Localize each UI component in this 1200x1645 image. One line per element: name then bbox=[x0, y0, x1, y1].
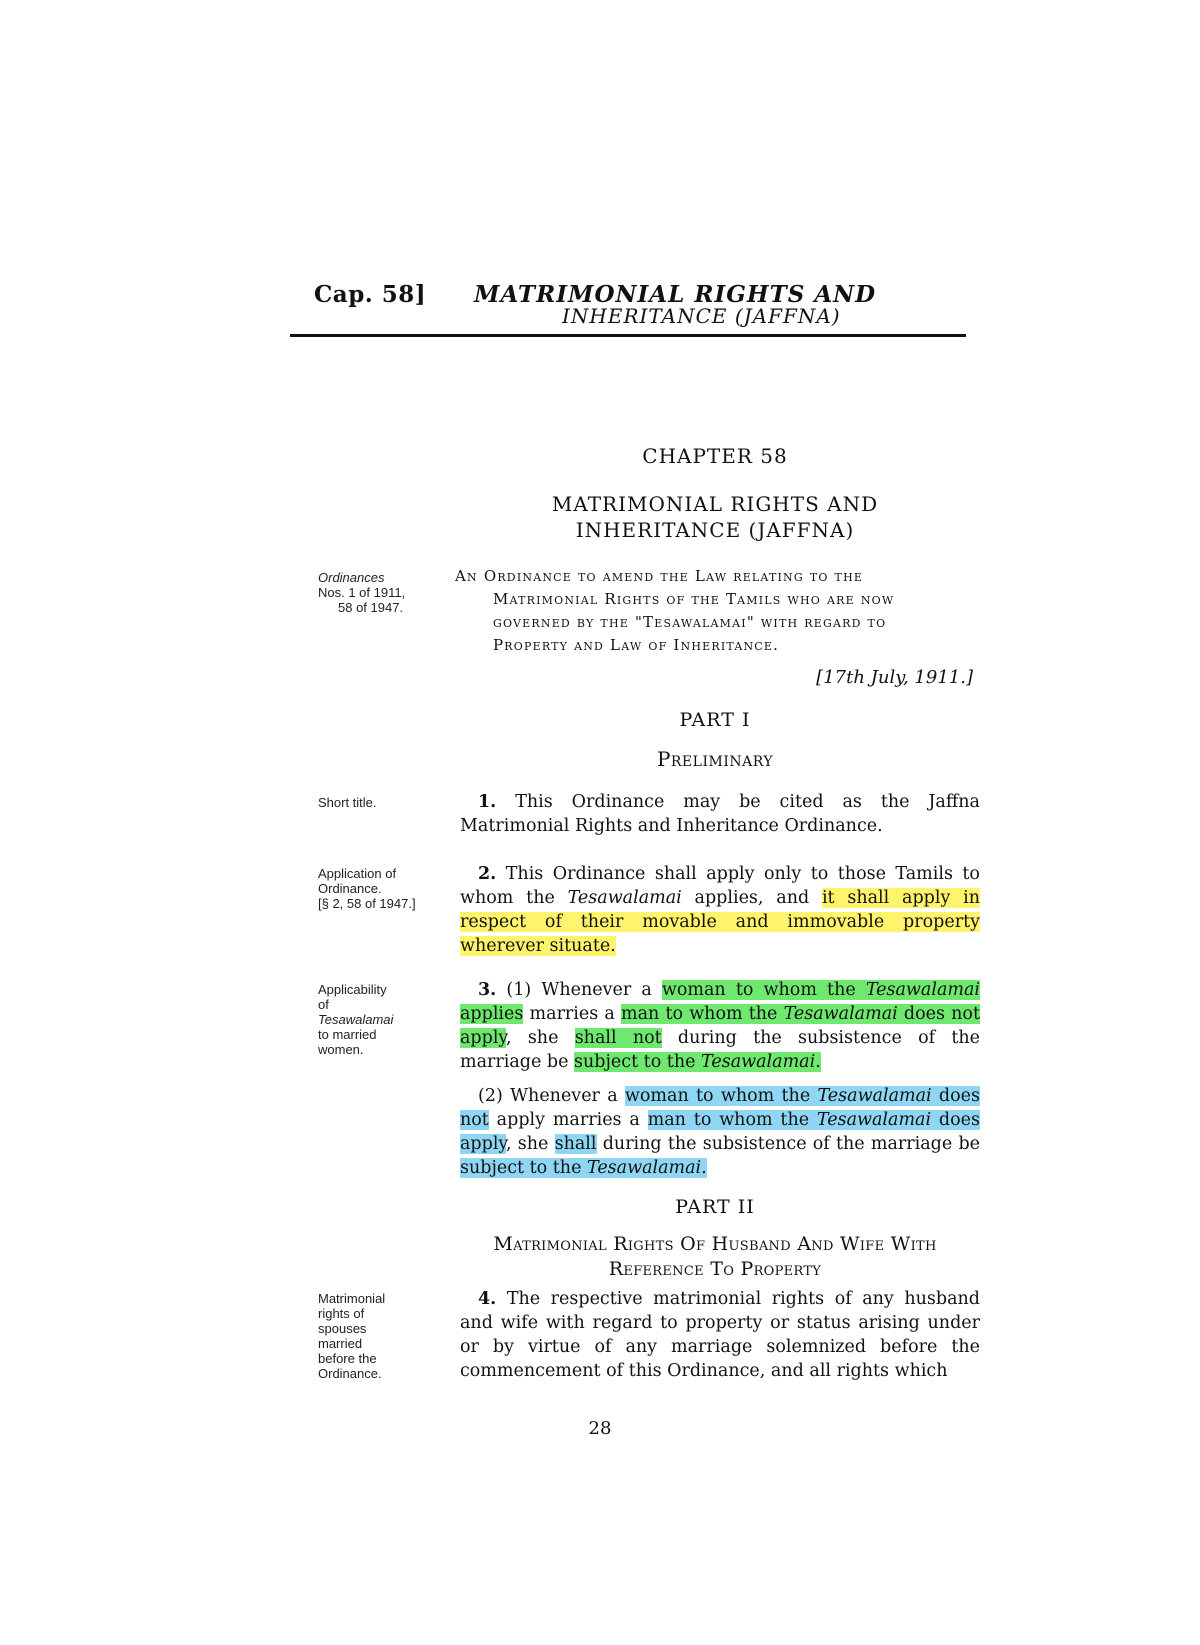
margin-note-line: before the bbox=[318, 1351, 377, 1366]
margin-note-line: married bbox=[318, 1336, 363, 1351]
section-3-subsection-1 bbox=[460, 978, 980, 1074]
margin-note-line: rights of bbox=[318, 1306, 365, 1321]
margin-note-line: [§ 2, 58 of 1947.] bbox=[318, 896, 416, 911]
margin-note-applicability bbox=[318, 982, 448, 1057]
margin-note-line: to married bbox=[318, 1027, 377, 1042]
part-2-heading-line2: Reference To Property bbox=[608, 1258, 822, 1280]
section-text: This Ordinance may be cited as the Jaffna Matrimonial Rights and Inheritance Ordinance. bbox=[460, 792, 980, 836]
part-2-label: PART II bbox=[675, 1196, 755, 1218]
long-title bbox=[455, 565, 975, 657]
part-1-label: PART I bbox=[679, 709, 751, 731]
section-text: (1) Whenever a bbox=[506, 980, 662, 1000]
part-1-heading: Preliminary bbox=[656, 747, 774, 771]
part-2-heading bbox=[455, 1232, 975, 1282]
section-2 bbox=[460, 862, 980, 958]
section-number: 3. bbox=[478, 980, 497, 1000]
section-text: during the subsistence of the marriage be bbox=[596, 1134, 980, 1154]
margin-note-matrimonial-rights bbox=[318, 1291, 448, 1381]
section-3-subsection-2 bbox=[460, 1084, 980, 1180]
margin-note-application bbox=[318, 866, 448, 911]
section-text: during the subsistence of the marriage be bbox=[460, 1028, 981, 1072]
section-4 bbox=[460, 1287, 980, 1383]
margin-note-line: women. bbox=[318, 1042, 364, 1057]
chapter-title-line2: INHERITANCE (JAFFNA) bbox=[575, 518, 855, 542]
highlight-yellow: it shall apply in respect of their movable and immovable property wherever situate. bbox=[460, 888, 980, 956]
running-header-title-line1: MATRIMONIAL RIGHTS AND bbox=[474, 281, 877, 308]
highlight-green: man to whom the Tesawalamai does not apply bbox=[460, 1004, 980, 1048]
chapter-number: CHAPTER 58 bbox=[642, 444, 788, 468]
margin-note-line: Tesawalamai bbox=[318, 1012, 394, 1027]
section-text: marries a bbox=[523, 1004, 621, 1024]
margin-note-ordinances-line1: Nos. 1 of 1911, bbox=[318, 585, 406, 600]
section-text: The respective matrimonial rights of any husband and wife with regard to property or status arising under or by virtue of any marriage solemnized before the commencement of this Ordinance, and all rights which bbox=[460, 1289, 980, 1381]
margin-note-short-title: Short title. bbox=[318, 795, 377, 810]
section-text: applies, and bbox=[681, 888, 822, 908]
section-text-italic: Tesawalamai bbox=[567, 888, 682, 908]
section-text: apply marries a bbox=[488, 1110, 648, 1130]
part-2-heading-line1: Matrimonial Rights Of Husband And Wife With bbox=[493, 1233, 937, 1255]
margin-note-line: Application of bbox=[318, 866, 397, 881]
header-rule bbox=[290, 334, 966, 337]
margin-note-line: of bbox=[318, 997, 329, 1012]
margin-note-line: spouses bbox=[318, 1321, 367, 1336]
section-text: This Ordinance shall apply only to those Tamils to whom the bbox=[460, 864, 980, 908]
section-text: , she bbox=[506, 1028, 575, 1048]
margin-note-line: Ordinance. bbox=[318, 881, 382, 896]
highlight-blue: woman to whom the Tesawalamai does not bbox=[460, 1086, 980, 1130]
long-title-line1: An Ordinance to amend the Law relating to the bbox=[455, 567, 864, 585]
page-number: 28 bbox=[588, 1418, 612, 1439]
margin-note-line: Matrimonial bbox=[318, 1291, 386, 1306]
running-header-title-line2: INHERITANCE (JAFFNA) bbox=[562, 304, 841, 328]
highlight-blue: subject to the Tesawalamai. bbox=[460, 1158, 707, 1178]
section-1 bbox=[460, 790, 980, 838]
margin-note-ordinances-line2: 58 of 1947. bbox=[338, 600, 404, 615]
running-header-chapter: Cap. 58] bbox=[314, 281, 427, 308]
long-title-line3: governed by the "Tesawalamai" with regard to bbox=[493, 613, 887, 631]
margin-note-line: Ordinance. bbox=[318, 1366, 382, 1381]
chapter-title bbox=[455, 491, 975, 543]
highlight-green: woman to whom the Tesawalamai applies bbox=[460, 980, 980, 1024]
long-title-line2: Matrimonial Rights of the Tamils who are now bbox=[493, 590, 895, 608]
margin-note-ordinances bbox=[318, 570, 448, 615]
margin-note-ordinances-label: Ordinances bbox=[318, 570, 385, 585]
highlight-blue: shall bbox=[554, 1134, 597, 1154]
section-text: , she bbox=[506, 1134, 555, 1154]
highlight-blue: man to whom the Tesawalamai does apply bbox=[460, 1110, 980, 1154]
margin-note-line: Applicability bbox=[318, 982, 387, 997]
section-number: 4. bbox=[478, 1289, 497, 1309]
section-number: 2. bbox=[478, 864, 497, 884]
section-text: (2) Whenever a bbox=[478, 1086, 625, 1106]
long-title-line4: Property and Law of Inheritance. bbox=[493, 636, 780, 654]
highlight-green: subject to the Tesawalamai. bbox=[574, 1052, 821, 1072]
highlight-green: shall not bbox=[574, 1028, 662, 1048]
enactment-date: [17th July, 1911.] bbox=[816, 667, 973, 688]
chapter-title-line1: MATRIMONIAL RIGHTS AND bbox=[551, 492, 879, 516]
section-number: 1. bbox=[478, 792, 497, 812]
